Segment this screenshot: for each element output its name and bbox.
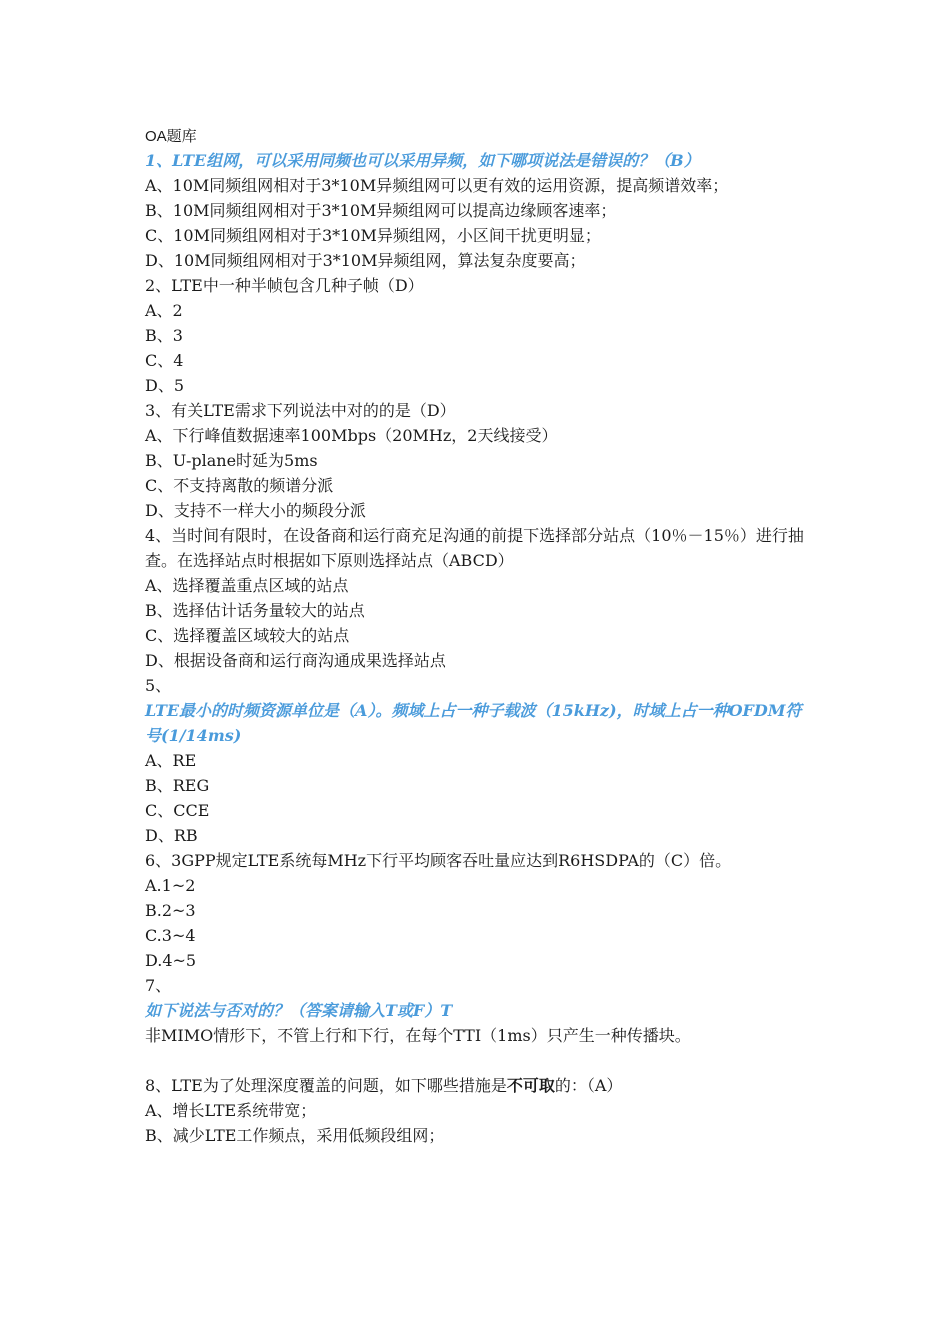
q6-option-c: C.3~4 (145, 926, 196, 945)
q6-option-b: B.2~3 (145, 901, 196, 920)
q1-stem: 1、LTE组网，可以采用同频也可以采用异频，如下哪项说法是错误的？（B） (145, 151, 700, 170)
q8-stem-emphasis: 不可取 (506, 1076, 555, 1095)
q5-option-b: B、REG (145, 776, 210, 795)
q1-option-b: B、10M同频组网相对于3*10M异频组网可以提高边缘顾客速率； (145, 201, 617, 220)
q8-option-b: B、减少LTE工作频点，采用低频段组网； (145, 1126, 445, 1145)
document-page (145, 126, 815, 1148)
q5-option-a: A、RE (145, 751, 197, 770)
q4-option-b: B、选择估计话务量较大的站点 (145, 601, 365, 620)
q6-option-d: D.4~5 (145, 951, 197, 970)
q5-number: 5、 (145, 676, 172, 695)
q3-option-a: A、下行峰值数据速率100Mbps（20MHz，2天线接受） (145, 426, 558, 445)
q2-option-c: C、4 (145, 351, 184, 370)
q6-option-a: A.1~2 (145, 876, 196, 895)
q1-option-c: C、10M同频组网相对于3*10M异频组网，小区间干扰更明显； (145, 226, 601, 245)
q5-option-c: C、CCE (145, 801, 210, 820)
q2-option-a: A、2 (145, 301, 183, 320)
q4-stem: 4、当时间有限时，在设备商和运行商充足沟通的前提下选择部分站点（10％－15％）进行抽查。在选择站点时根据如下原则选择站点（ABCD） (145, 526, 804, 570)
q4-option-d: D、根据设备商和运行商沟通成果选择站点 (145, 651, 446, 670)
q8-option-a: A、增长LTE系统带宽； (145, 1101, 317, 1120)
q6-stem: 6、3GPP规定LTE系统每MHz下行平均顾客吞吐量应达到R6HSDPA的（C）倍。 (145, 851, 732, 870)
q4-option-c: C、选择覆盖区域较大的站点 (145, 626, 350, 645)
paragraph-gap (145, 1048, 815, 1073)
q8-stem (145, 1073, 815, 1098)
q3-stem: 3、有关LTE需求下列说法中对的的是（D） (145, 401, 456, 420)
q1-option-a: A、10M同频组网相对于3*10M异频组网可以更有效的运用资源，提高频谱效率； (145, 176, 729, 195)
q7-body: 非MIMO情形下，不管上行和下行，在每个TTI（1ms）只产生一种传播块。 (145, 1026, 691, 1045)
q5-option-d: D、RB (145, 826, 198, 845)
q8-stem-after: 的：（A） (554, 1076, 623, 1095)
q8-stem-before: 8、LTE为了处理深度覆盖的问题，如下哪些措施是 (145, 1076, 507, 1095)
q1-option-d: D、10M同频组网相对于3*10M异频组网，算法复杂度要高； (145, 251, 586, 270)
q3-option-b: B、U-plane时延为5ms (145, 451, 318, 470)
doc-title: OA题库 (145, 128, 197, 145)
q3-option-d: D、支持不一样大小的频段分派 (145, 501, 366, 520)
q4-option-a: A、选择覆盖重点区域的站点 (145, 576, 349, 595)
q5-stem: LTE最小的时频资源单位是（A）。频域上占一种子载波（15kHz)，时域上占一种OFDM符号(1/14ms) (145, 701, 802, 745)
q2-stem: 2、LTE中一种半帧包含几种子帧（D） (145, 276, 424, 295)
q7-stem: 如下说法与否对的？（答案请输入T或F）T (145, 1001, 453, 1020)
q2-option-b: B、3 (145, 326, 183, 345)
q2-option-d: D、5 (145, 376, 185, 395)
q3-option-c: C、不支持离散的频谱分派 (145, 476, 334, 495)
q7-number: 7、 (145, 976, 172, 995)
